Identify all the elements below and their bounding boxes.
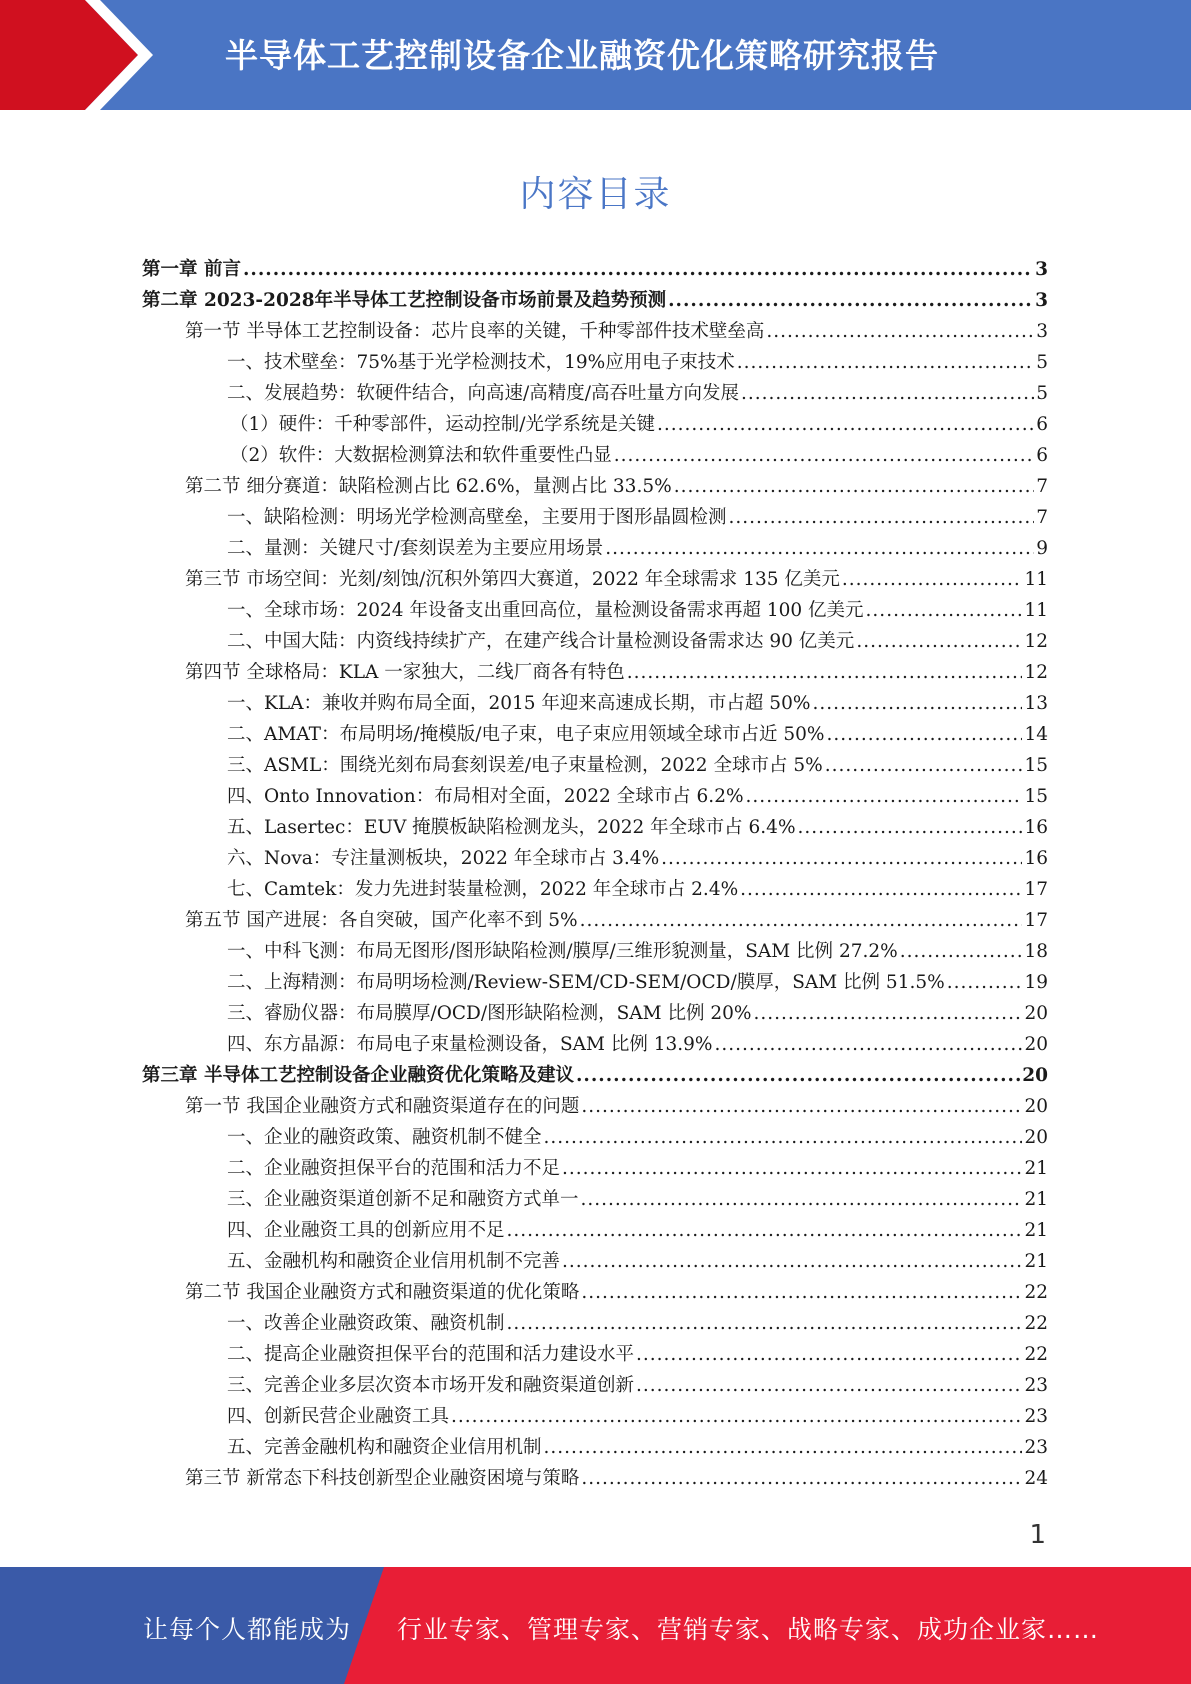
toc-entry[interactable]: [142, 1277, 1048, 1308]
toc-entry-page: 20: [1024, 1034, 1048, 1055]
toc-entry-title: 第五节 国产进展：各自突破，国产化率不到 5%: [185, 910, 578, 931]
toc-heading: 内容目录: [519, 174, 672, 215]
toc-entry-title: 五、Lasertec：EUV 掩膜板缺陷检测龙头，2022 年全球市占 6.4%: [227, 817, 796, 838]
toc-entry[interactable]: [142, 657, 1048, 688]
toc-entry-page: 3: [1036, 321, 1048, 342]
toc-entry-title: 六、Nova：专注量测板块，2022 年全球市占 3.4%: [227, 848, 660, 869]
toc-entry[interactable]: [142, 936, 1048, 967]
toc-leader-dots: [729, 502, 1035, 533]
toc-leader-dots: [798, 812, 1023, 843]
toc-entry-page: 21: [1024, 1158, 1048, 1179]
toc-entry-title: 第三节 新常态下科技创新型企业融资困境与策略: [185, 1468, 580, 1489]
toc-leader-dots: [657, 409, 1034, 440]
toc-leader-dots: [737, 347, 1034, 378]
toc-entry[interactable]: [142, 812, 1048, 843]
toc-entry[interactable]: [142, 1339, 1048, 1370]
report-footer: [0, 1567, 1191, 1684]
toc-entry-page: 3: [1035, 259, 1048, 280]
toc-leader-dots: [715, 1029, 1023, 1060]
toc-entry-title: 五、完善金融机构和融资企业信用机制: [227, 1437, 542, 1458]
toc-entry[interactable]: [142, 843, 1048, 874]
toc-entry-title: 一、中科飞测：布局无图形/图形缺陷检测/膜厚/三维形貌测量，SAM 比例 27.2%: [227, 941, 898, 962]
toc-entry[interactable]: [142, 1401, 1048, 1432]
toc-entry-title: 四、创新民营企业融资工具: [227, 1406, 450, 1427]
toc-entry-title: 第三章 半导体工艺控制设备企业融资优化策略及建议: [142, 1065, 574, 1086]
toc-leader-dots: [605, 533, 1034, 564]
toc-entry-title: 第三节 市场空间：光刻/刻蚀/沉积外第四大赛道，2022 年全球需求 135 亿美元: [185, 569, 840, 590]
toc-leader-dots: [576, 1060, 1020, 1091]
report-title: 半导体工艺控制设备企业融资优化策略研究报告: [225, 36, 939, 75]
toc-entry-page: 9: [1036, 538, 1048, 559]
toc-entry[interactable]: [142, 1153, 1048, 1184]
page-number: 1: [1029, 1520, 1046, 1550]
toc-entry-title: 第二节 细分赛道：缺陷检测占比 62.6%，量测占比 33.5%: [185, 476, 672, 497]
toc-entry-title: 一、技术壁垒：75%基于光学检测技术，19%应用电子束技术: [227, 352, 735, 373]
toc-entry-title: （2）软件：大数据检测算法和软件重要性凸显: [230, 445, 612, 466]
toc-entry-title: 二、发展趋势：软硬件结合，向高速/高精度/高吞吐量方向发展: [227, 383, 739, 404]
toc-entry-page: 5: [1036, 352, 1048, 373]
toc-entry[interactable]: [142, 967, 1048, 998]
toc-leader-dots: [741, 378, 1034, 409]
toc-leader-dots: [668, 285, 1033, 316]
toc-entry[interactable]: [142, 905, 1048, 936]
toc-leader-dots: [753, 998, 1022, 1029]
toc-entry[interactable]: [142, 347, 1048, 378]
toc-leader-dots: [581, 1091, 1022, 1122]
toc-leader-dots: [507, 1215, 1023, 1246]
toc-entry-title: 二、提高企业融资担保平台的范围和活力建设水平: [227, 1344, 635, 1365]
toc-entry[interactable]: [142, 1215, 1048, 1246]
toc-leader-dots: [581, 1277, 1022, 1308]
toc-entry[interactable]: [142, 564, 1048, 595]
toc-entry-page: 6: [1036, 414, 1048, 435]
toc-entry-title: 四、东方晶源：布局电子束量检测设备，SAM 比例 13.9%: [227, 1034, 713, 1055]
toc-leader-dots: [866, 595, 1023, 626]
toc-entry-page: 18: [1024, 941, 1048, 962]
header-arrow-decoration: [0, 0, 160, 110]
toc-entry-page: 5: [1036, 383, 1048, 404]
toc-entry-title: 第一节 我国企业融资方式和融资渠道存在的问题: [185, 1096, 580, 1117]
toc-entry[interactable]: [142, 409, 1048, 440]
toc-entry-title: 二、量测：关键尺寸/套刻误差为主要应用场景: [227, 538, 604, 559]
toc-entry-page: 13: [1024, 693, 1048, 714]
toc-leader-dots: [451, 1401, 1022, 1432]
toc-entry-page: 22: [1024, 1282, 1048, 1303]
toc-entry-page: 14: [1024, 724, 1048, 745]
footer-roles: 行业专家、管理专家、营销专家、战略专家、成功企业家……: [397, 1615, 1100, 1644]
toc-entry-page: 16: [1024, 848, 1048, 869]
toc-entry-title: 七、Camtek：发力先进封装量检测，2022 年全球市占 2.4%: [227, 879, 739, 900]
toc-leader-dots: [243, 254, 1033, 285]
toc-leader-dots: [581, 1463, 1022, 1494]
toc-leader-dots: [507, 1308, 1023, 1339]
toc-entry-page: 7: [1036, 507, 1048, 528]
toc-entry-page: 20: [1022, 1065, 1048, 1086]
toc-entry-page: 22: [1024, 1344, 1048, 1365]
toc-entry-page: 22: [1024, 1313, 1048, 1334]
toc-leader-dots: [614, 440, 1034, 471]
toc-entry[interactable]: [142, 688, 1048, 719]
toc-entry-title: 三、睿励仪器：布局膜厚/OCD/图形缺陷检测，SAM 比例 20%: [227, 1003, 752, 1024]
toc-leader-dots: [562, 1246, 1022, 1277]
toc-entry[interactable]: [142, 316, 1048, 347]
toc-entry[interactable]: [142, 1432, 1048, 1463]
toc-entry[interactable]: [142, 1246, 1048, 1277]
toc-entry[interactable]: [142, 781, 1048, 812]
toc-entry-page: 23: [1024, 1437, 1048, 1458]
toc-entry[interactable]: [142, 440, 1048, 471]
toc-leader-dots: [825, 750, 1023, 781]
toc-entry[interactable]: [142, 285, 1048, 316]
toc-leader-dots: [826, 719, 1022, 750]
toc-entry[interactable]: [142, 533, 1048, 564]
toc-entry[interactable]: [142, 502, 1048, 533]
toc-leader-dots: [562, 1153, 1022, 1184]
toc-entry-title: 二、AMAT：布局明场/掩模版/电子束，电子束应用领域全球市占近 50%: [227, 724, 825, 745]
toc-leader-dots: [627, 657, 1023, 688]
toc-entry-title: 一、缺陷检测：明场光学检测高壁垒，主要用于图形晶圆检测: [227, 507, 727, 528]
toc-entry[interactable]: [142, 1463, 1048, 1494]
toc-entry-title: 四、企业融资工具的创新应用不足: [227, 1220, 505, 1241]
toc-leader-dots: [636, 1370, 1022, 1401]
toc-leader-dots: [544, 1432, 1023, 1463]
toc-leader-dots: [581, 1184, 1023, 1215]
toc-entry-page: 3: [1035, 290, 1048, 311]
toc-entry-page: 11: [1024, 600, 1048, 621]
toc-entry[interactable]: [142, 378, 1048, 409]
toc-entry-title: 四、Onto Innovation：布局相对全面，2022 全球市占 6.2%: [227, 786, 744, 807]
toc-entry[interactable]: [142, 1184, 1048, 1215]
toc-leader-dots: [661, 843, 1022, 874]
toc-leader-dots: [842, 564, 1023, 595]
toc-entry-title: 一、KLA：兼收并购布局全面，2015 年迎来高速成长期，市占超 50%: [227, 693, 811, 714]
toc-entry-page: 7: [1036, 476, 1048, 497]
toc-leader-dots: [636, 1339, 1022, 1370]
toc-entry-page: 23: [1024, 1406, 1048, 1427]
toc-entry[interactable]: [142, 1308, 1048, 1339]
toc-entry-title: 第二节 我国企业融资方式和融资渠道的优化策略: [185, 1282, 580, 1303]
toc-entry[interactable]: [142, 750, 1048, 781]
toc-entry-page: 20: [1024, 1003, 1048, 1024]
toc-entry-page: 15: [1024, 786, 1048, 807]
toc-entry-page: 17: [1024, 910, 1048, 931]
toc-entry[interactable]: [142, 254, 1048, 285]
toc-leader-dots: [674, 471, 1035, 502]
toc-entry[interactable]: [142, 626, 1048, 657]
toc-entry[interactable]: [142, 1029, 1048, 1060]
toc-entry-page: 21: [1024, 1189, 1048, 1210]
footer-slogan: 让每个人都能成为: [143, 1615, 352, 1644]
toc-entry-page: 12: [1024, 662, 1048, 683]
table-of-contents: [142, 254, 1048, 1494]
toc-leader-dots: [900, 936, 1023, 967]
toc-leader-dots: [812, 688, 1022, 719]
toc-entry[interactable]: [142, 719, 1048, 750]
toc-entry-title: 第四节 全球格局：KLA 一家独大，二线厂商各有特色: [185, 662, 625, 683]
toc-entry-title: 三、完善企业多层次资本市场开发和融资渠道创新: [227, 1375, 635, 1396]
toc-leader-dots: [580, 905, 1023, 936]
toc-entry-title: 二、企业融资担保平台的范围和活力不足: [227, 1158, 561, 1179]
toc-entry-page: 23: [1024, 1375, 1048, 1396]
toc-entry-title: 五、金融机构和融资企业信用机制不完善: [227, 1251, 561, 1272]
toc-entry-title: 三、企业融资渠道创新不足和融资方式单一: [227, 1189, 579, 1210]
toc-entry-page: 17: [1024, 879, 1048, 900]
toc-entry-title: 第二章 2023-2028年半导体工艺控制设备市场前景及趋势预测: [142, 290, 667, 311]
toc-entry[interactable]: [142, 1060, 1048, 1091]
toc-entry[interactable]: [142, 1091, 1048, 1122]
toc-leader-dots: [947, 967, 1023, 998]
toc-entry-page: 19: [1024, 972, 1048, 993]
toc-entry[interactable]: [142, 471, 1048, 502]
toc-entry-title: （1）硬件：千种零部件，运动控制/光学系统是关键: [230, 414, 656, 435]
toc-entry-title: 一、企业的融资政策、融资机制不健全: [227, 1127, 542, 1148]
toc-entry[interactable]: [142, 874, 1048, 905]
toc-entry-title: 二、上海精测：布局明场检测/Review-SEM/CD-SEM/OCD/膜厚，SAM 比例 51.5%: [227, 972, 945, 993]
toc-entry-page: 24: [1024, 1468, 1048, 1489]
toc-entry-page: 15: [1024, 755, 1048, 776]
toc-entry-page: 20: [1024, 1096, 1048, 1117]
toc-entry-title: 一、改善企业融资政策、融资机制: [227, 1313, 505, 1334]
toc-entry[interactable]: [142, 998, 1048, 1029]
toc-entry-page: 16: [1024, 817, 1048, 838]
toc-entry[interactable]: [142, 595, 1048, 626]
toc-entry-title: 第一节 半导体工艺控制设备：芯片良率的关键，千种零部件技术壁垒高: [185, 321, 765, 342]
toc-entry-title: 三、ASML：围绕光刻布局套刻误差/电子束量检测，2022 全球市占 5%: [227, 755, 823, 776]
toc-entry-page: 21: [1024, 1251, 1048, 1272]
toc-entry-title: 二、中国大陆：内资线持续扩产，在建产线合计量检测设备需求达 90 亿美元: [227, 631, 855, 652]
toc-entry-page: 20: [1024, 1127, 1048, 1148]
toc-entry-page: 11: [1024, 569, 1048, 590]
toc-leader-dots: [544, 1122, 1023, 1153]
toc-entry-page: 12: [1024, 631, 1048, 652]
toc-entry-page: 6: [1036, 445, 1048, 466]
toc-entry-title: 一、全球市场：2024 年设备支出重回高位，量检测设备需求再超 100 亿美元: [227, 600, 864, 621]
toc-leader-dots: [766, 316, 1034, 347]
toc-entry-title: 第一章 前言: [142, 259, 241, 280]
toc-entry[interactable]: [142, 1370, 1048, 1401]
toc-leader-dots: [856, 626, 1022, 657]
toc-leader-dots: [740, 874, 1022, 905]
toc-leader-dots: [746, 781, 1023, 812]
toc-entry[interactable]: [142, 1122, 1048, 1153]
report-header: [0, 0, 1191, 110]
toc-entry-page: 21: [1024, 1220, 1048, 1241]
